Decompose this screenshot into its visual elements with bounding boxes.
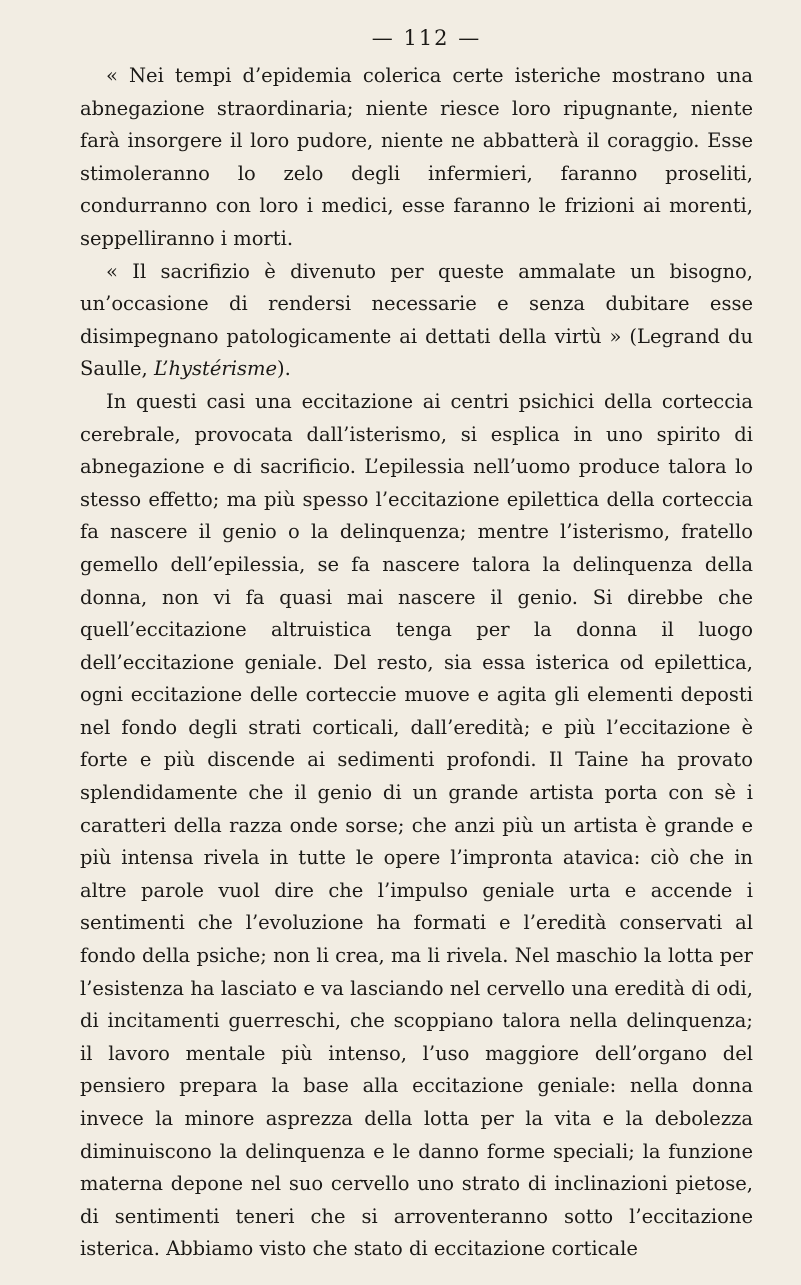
- page-number: — 112 —: [371, 26, 482, 50]
- paragraph-2: [80, 256, 753, 386]
- paragraph-3: In questi casi una eccitazione ai centri psichici della corteccia cerebrale, provocata dall’isterismo, si esplica in uno spirito di abnegazione e di sacrificio. L’epilessia nell’uomo produce talora lo stesso effetto; ma più spesso l’eccitazione epilettica della corteccia fa nascere il genio o la delinquenza; mentre l’isterismo, fratello gemello dell’epilessia, se fa nascere talora la delinquenza della donna, non vi fa quasi mai nascere il genio. Si direbbe che quell’eccitazione altruistica tenga per la donna il luogo dell’eccitazione geniale. Del resto, sia essa isterica od epilettica, ogni eccitazione delle corteccie muove e agita gli elementi deposti nel fondo degli strati corticali, dall’eredità; e più l’eccitazione è forte e più discende ai sedimenti profondi. Il Taine ha provato splendidamente che il genio di un grande artista porta con sè i caratteri della razza onde sorse; che anzi più un artista è grande e più intensa rivela in tutte le opere l’impronta atavica: ciò che in altre parole vuol dire che l’impulso geniale urta e accende i sentimenti che l’evoluzione ha formati e l’eredità conservati al fondo della psiche; non li crea, ma li rivela. Nel maschio la lotta per l’esistenza ha lasciato e va lasciando nel cervello una eredità di odi, di incitamenti guerreschi, che scoppiano talora nella delinquenza; il lavoro mentale più intenso, l’uso maggiore dell’organo del pensiero prepara la base alla eccitazione geniale: nella donna invece la minore asprezza della lotta per la vita e la debolezza diminuiscono la delinquenza e le danno forme speciali; la funzione materna depone nel suo cervello uno strato di inclinazioni pietose, di sentimenti teneri che si arroventeranno sotto l’eccitazione isterica. Abbiamo visto che stato di eccitazione corticale: [80, 389, 753, 1261]
- citation-close: ).: [277, 357, 291, 381]
- paragraph-1: « Nei tempi d’epidemia colerica certe isteriche mostrano una abnegazione straordinaria; niente riesce loro ripugnante, niente farà insorgere il loro pudore, niente ne abbatterà il coraggio. Esse stimoleranno lo zelo degli infermieri, faranno proseliti, condurranno con loro i medici, esse faranno le frizioni ai morenti, seppelliranno i morti.: [80, 64, 753, 250]
- citation-title: L’hystérisme: [153, 357, 277, 381]
- paragraph-2-text: « Il sacrifizio è divenuto per queste ammalate un bisogno, un’occasione di rendersi necessarie e senza dubitare esse disimpegnano patologicamente ai dettati della virtù » (Legrand du Saulle,: [80, 259, 753, 381]
